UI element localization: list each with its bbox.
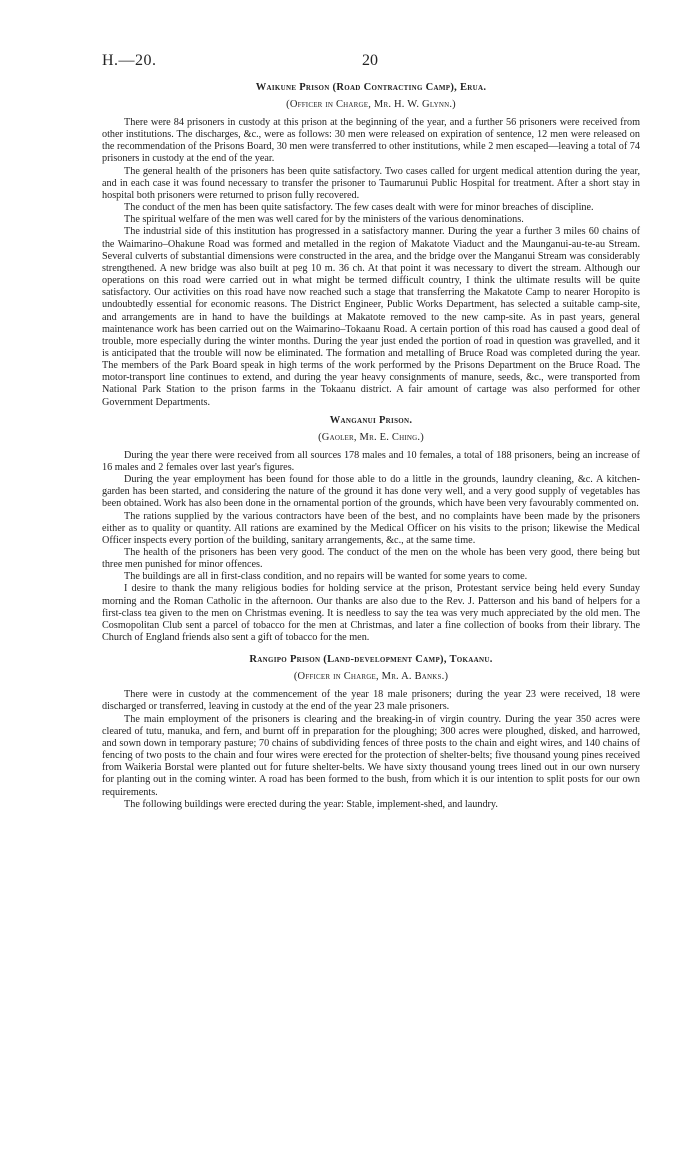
- officer-label: (Officer in Charge, Mr. H. W. Glynn.): [286, 99, 456, 110]
- section-officer: [102, 97, 640, 113]
- section-title: Waikune Prison (Road Contracting Camp), Erua.: [255, 82, 487, 93]
- section-waikune-prison: [102, 80, 640, 409]
- paragraph: The following buildings were erected during the year: Stable, implement-shed, and laundry.: [124, 798, 498, 810]
- paragraph: During the year employment has been found for those able to do a little in the grounds, laundry cleaning, &c. A kitchen-garden has been started, and considering the nature of the ground it has done very well, and a very good supply of vegetables has been obtained. Work has also been done in the ornamental portion of the grounds, which have been very favourably commented on.: [102, 474, 640, 510]
- officer-label: (Officer in Charge, Mr. A. Banks.): [293, 671, 449, 683]
- paragraph: During the year there were received from all sources 178 males and 10 females, a total of 188 prisoners, being an increase of 16 males and 2 females over last year's figures.: [102, 449, 640, 473]
- officer-label: (Gaoler, Mr. E. Ching.): [318, 431, 424, 443]
- paragraph: The rations supplied by the various contractors have been of the best, and no complaints have been made by the prisoners either as to quality or quantity. All rations are examined by the Medical Officer on his visits to the prison; likewise the Medical Officer inspects every portion of the building, sanitary arrangements, &c., at the same time.: [102, 510, 640, 546]
- paragraph: The general health of the prisoners has been quite satisfactory. Two cases called for urgent medical attention during the year, and in each case it was found necessary to transfer the prisoner to Taumarunui Public Hospital for treatment. After a short stay in hospital both prisoners were returned to prison fully recovered.: [102, 165, 640, 201]
- document-reference: H.—20.: [102, 52, 157, 69]
- paragraph: The spiritual welfare of the men was well cared for by the ministers of the various denominations.: [124, 214, 524, 226]
- paragraph: The buildings are all in first-class condition, and no repairs will be wanted for some years to come.: [124, 571, 528, 583]
- paragraph: The conduct of the men has been quite satisfactory. The few cases dealt with were for minor breaches of discipline.: [124, 202, 594, 214]
- paragraph: The industrial side of this institution has progressed in a satisfactory manner. During the year a further 3 miles 60 chains of the Waimarino–Ohakune Road was formed and metalled in the region of Makatote Viaduct and the Maunganui-au-te-au Stream. Several culverts of substantial dimensions were constructed in the area, and the bridge over the Manganui Stream was considerably strengthened. A new bridge was also built at peg 10 m. 36 ch. At that point it was necessary to divert the stream. Although our operations on this road were carried out in what might be termed difficult country, I think the ultimate results will be quite satisfactory. Our activities on this road have now reached such a stage that transferring the Makatote Camp to nearer Horopito is undoubtedly essential for economic reasons. The District Engineer, Public Works Department, has selected a suitable camp-site, and arrangements are in hand to have the buildings at Makatote removed to the new camp-site. As in past years, general maintenance work has been carried out on the Waimarino–Tokaanu Road. A certain portion of this road has caused a good deal of trouble, more especially during the winter months. During the year just ended the portion of road in question was gravelled, and it is anticipated that the trouble will now be eliminated. The formation and metalling of Bruce Road was completed during the year. The members of the Park Board speak in high terms of the work performed by the Prisons Department on the Bruce Road. The motor-transport line continues to extend, and during the year heavy consignments of manure, seeds, &c., were transported from National Park Station to the prison farms in the Tokaanu district. A fair amount of cartage was also performed for other Government Departments.: [102, 226, 640, 408]
- paragraph: There were 84 prisoners in custody at this prison at the beginning of the year, and a further 56 prisoners were received from other institutions. The discharges, &c., were as follows: 30 men were released on expiration of sentence, 12 men were released on the recommendation of the Prisons Board, 30 men were transferred to other institutions, while 2 men escaped—leaving a total of 74 prisoners in custody at the end of the year.: [102, 117, 640, 165]
- paragraph: There were in custody at the commencement of the year 18 male prisoners; during the year 23 were received, 18 were discharged or transferred, leaving in custody at the end of the year 23 male prisoners.: [102, 689, 640, 713]
- section-officer: [102, 669, 640, 685]
- page-header: [102, 46, 640, 76]
- section-wanganui-prison: [102, 413, 640, 645]
- section-title: Wanganui Prison.: [329, 414, 413, 426]
- page-number: 20: [362, 52, 378, 69]
- paragraph: The main employment of the prisoners is clearing and the breaking-in of virgin country. During the year 350 acres were cleared of tutu, manuka, and fern, and burnt off in preparation for the ploughing; 300 acres were ploughed, disked, and harrowed, and sown down in temporary pasture; 70 chains of subdividing fences of three posts to the chain and eight wires, and 140 chains of fencing of two posts to the chain and four wires were erected for the protection of shelter-belts; five thousand young pines received from Waikeria Borstal were planted out for future shelter-belts. We have sixty thousand young trees lined out in our own nursery for planting out in the coming winter. A road has been formed to the bush, from which it is our intention to split posts for our own requirements.: [102, 713, 640, 798]
- section-officer: [102, 430, 640, 446]
- section-rangipo-prison: [102, 652, 640, 811]
- section-title: Rangipo Prison (Land-development Camp), Tokaanu.: [249, 654, 493, 666]
- paragraph: The health of the prisoners has been very good. The conduct of the men on the whole has been very good, there being but three men punished for minor offences.: [102, 547, 640, 571]
- paragraph: I desire to thank the many religious bodies for holding service at the prison, Protestant service being held every Sunday morning and the Roman Catholic in the afternoon. Our thanks are also due to the Rev. J. Patterson and his band of helpers for a first-class tea given to the men on Christmas evening. It is needless to say the tea was very much appreciated by the old men. The Cosmopolitan Club sent a parcel of tobacco for the men at Christmas, and later a fine collection of books from their library. The Church of England friends also sent a gift of tobacco for the men.: [102, 583, 640, 644]
